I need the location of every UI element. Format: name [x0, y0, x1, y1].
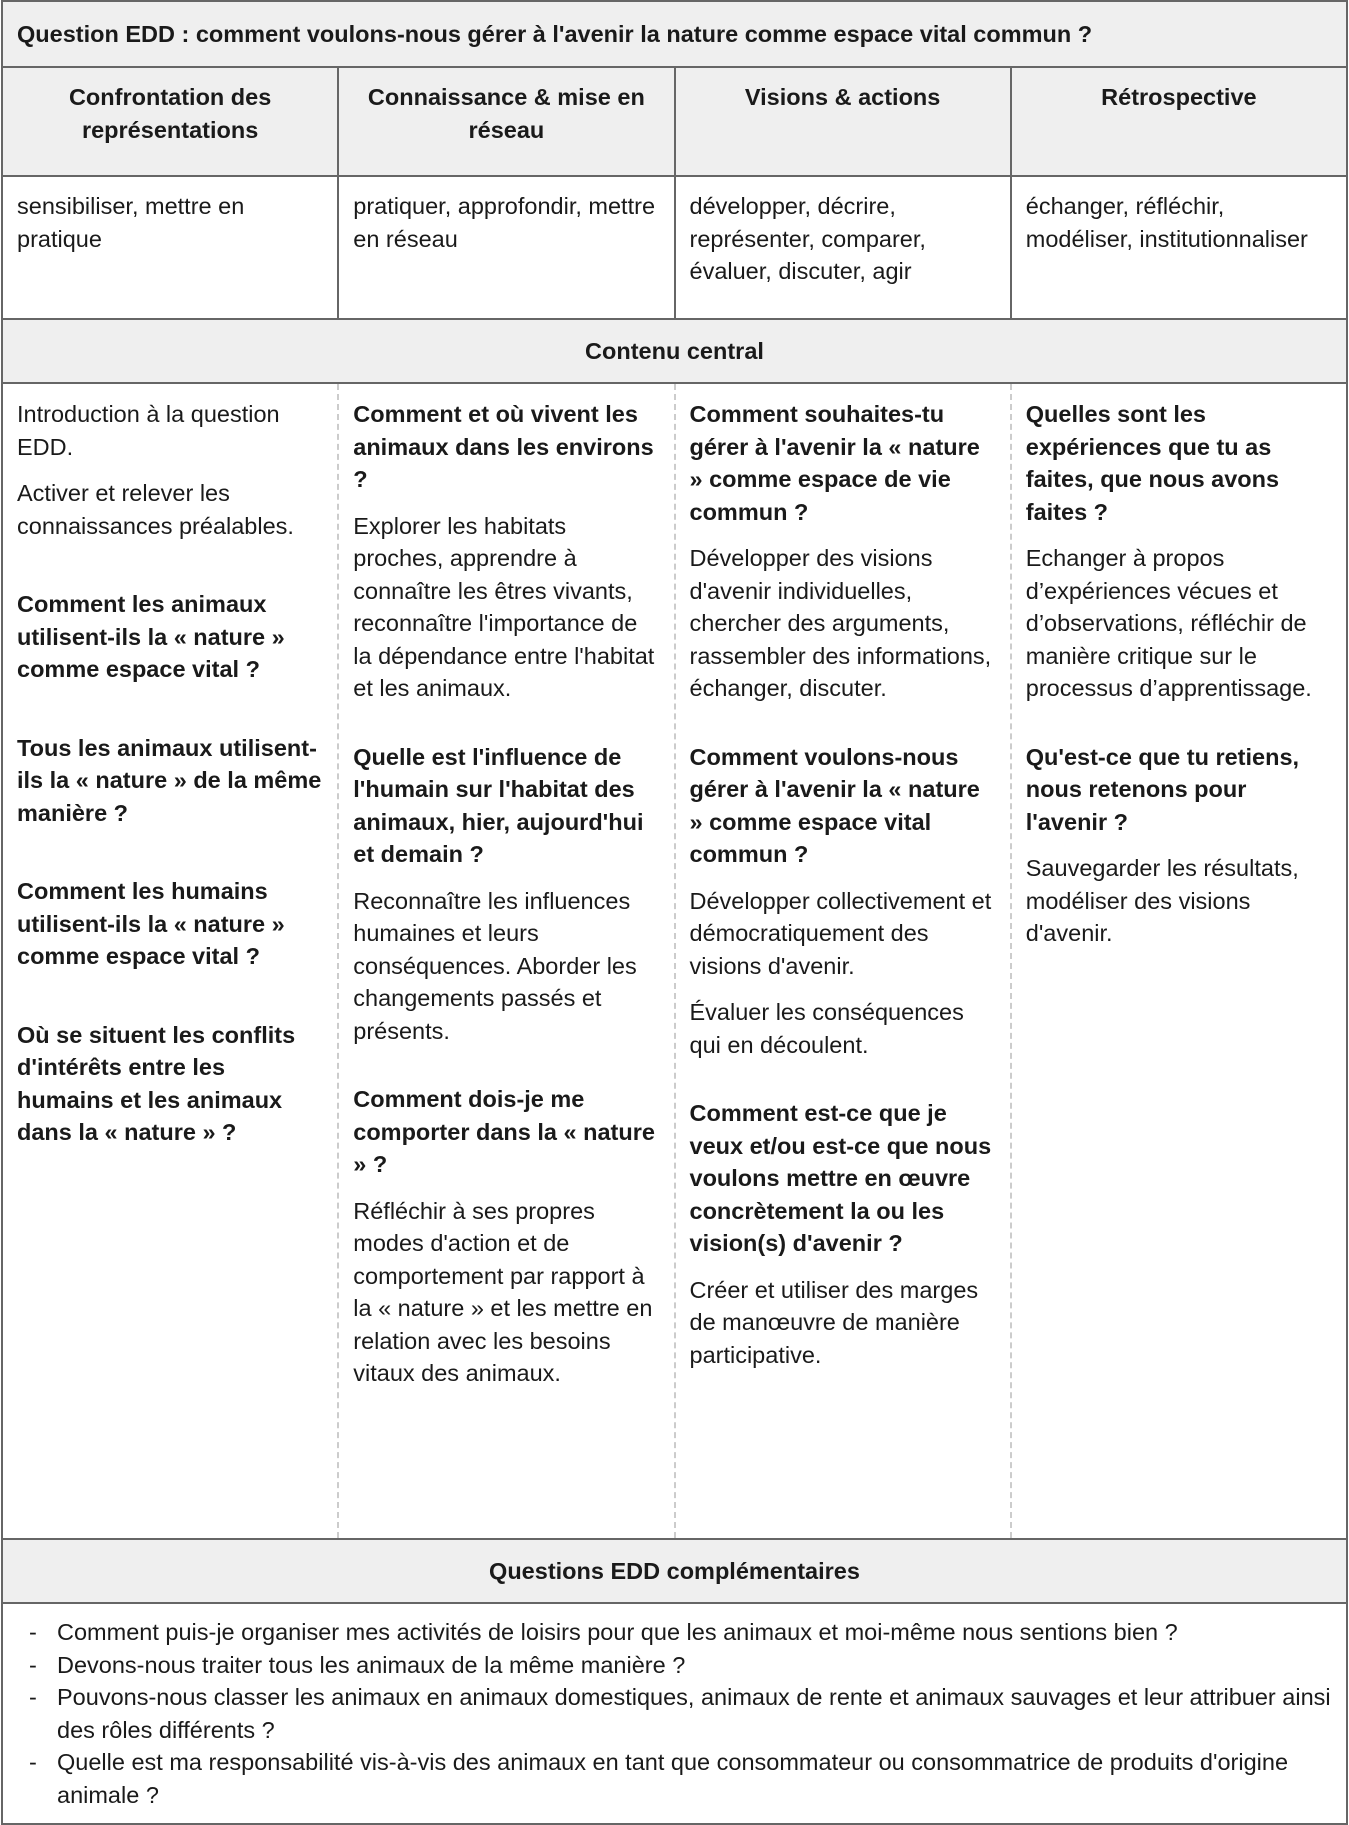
column-2-question-1: Comment et où vivent les animaux dans les environs ?	[353, 401, 654, 492]
table-title: Question EDD : comment voulons-nous gérer à l'avenir la nature comme espace vital commun ?	[2, 1, 1347, 67]
phase-verbs-4: échanger, réfléchir, modéliser, institutionnaliser	[1011, 176, 1347, 319]
complementary-cell	[2, 1603, 1347, 1824]
column-3-text-1: Développer des visions d'avenir individuelles, chercher des arguments, rassembler des informations, échanger, discuter.	[689, 545, 992, 701]
column-1-question-4: Où se situent les conflits d'intérêts entre les humains et les animaux dans la « nature » ?	[17, 1021, 296, 1145]
phase-header-2: Connaissance & mise en réseau	[338, 67, 674, 176]
list-item-text: Pouvons-nous classer les animaux en animaux domestiques, animaux de rente et animaux sauvages et leur attribuer ainsi des rôles différents ?	[57, 1684, 1331, 1743]
column-3-question-3: Comment est-ce que je veux et/ou est-ce que nous voulons mettre en œuvre concrètement la ou les vision(s) d'avenir ?	[689, 1100, 992, 1256]
column-4-text-2: Sauvegarder les résultats, modéliser des visions d'avenir.	[1025, 855, 1299, 946]
list-item	[17, 1649, 1332, 1682]
bullet-dash: -	[29, 1651, 37, 1678]
column-4-text-1: Echanger à propos d’expériences vécues et d’observations, réfléchir de manière critique sur le processus d’apprentissage.	[1025, 545, 1312, 701]
column-3-text-3: Créer et utiliser des marges de manœuvre de manière participative.	[689, 1276, 979, 1368]
complementary-row	[2, 1603, 1347, 1824]
central-content-header: Contenu central	[2, 319, 1347, 383]
phase-header-3: Visions & actions	[675, 67, 1011, 176]
list-item-text: Comment puis-je organiser mes activités de loisirs pour que les animaux et moi-même nous sentions bien ?	[57, 1619, 1178, 1645]
central-content-row	[2, 383, 1347, 1539]
phase-verbs-3: développer, décrire, représenter, comparer, évaluer, discuter, agir	[675, 176, 1011, 319]
column-1-intro: Introduction à la question EDD.	[17, 401, 280, 460]
content-column-1	[2, 383, 338, 1539]
complementary-list	[17, 1604, 1332, 1823]
column-3-text-2b: Évaluer les conséquences qui en découlent.	[689, 999, 964, 1058]
column-4-question-1: Quelles sont les expériences que tu as faites, que nous avons faites ?	[1025, 401, 1280, 525]
column-2-question-2: Quelle est l'influence de l'humain sur l'habitat des animaux, hier, aujourd'hui et demain ?	[353, 743, 644, 867]
column-1-question-3: Comment les humains utilisent-ils la « nature » comme espace vital ?	[17, 878, 285, 969]
list-item	[17, 1746, 1332, 1811]
list-item	[17, 1616, 1332, 1649]
column-1-question-2: Tous les animaux utilisent-ils la « nature » de la même manière ?	[17, 734, 322, 826]
column-1-intro-activity: Activer et relever les connaissances préalables.	[17, 480, 294, 539]
column-3-question-1: Comment souhaites-tu gérer à l'avenir la « nature » comme espace de vie commun ?	[689, 401, 980, 525]
list-item	[17, 1681, 1332, 1746]
column-2-text-1: Explorer les habitats proches, apprendre à connaître les êtres vivants, reconnaître l'importance de la dépendance entre l'habitat et les animaux.	[353, 512, 655, 701]
column-2-text-2: Reconnaître les influences humaines et leurs conséquences. Aborder les changements passés et présents.	[353, 887, 637, 1044]
column-2-question-3: Comment dois-je me comporter dans la « nature » ?	[353, 1086, 655, 1177]
title-row	[2, 1, 1347, 67]
central-content-header-row	[2, 319, 1347, 383]
content-column-4	[1011, 383, 1347, 1539]
phase-header-row	[2, 67, 1347, 176]
phase-header-1: Confrontation des représentations	[2, 67, 338, 176]
list-item-text: Quelle est ma responsabilité vis-à-vis des animaux en tant que consommateur ou consommatrice de produits d'origine animale ?	[57, 1749, 1289, 1808]
bullet-dash: -	[29, 1619, 37, 1645]
content-column-2	[338, 383, 674, 1539]
column-3-text-2a: Développer collectivement et démocratiquement des visions d'avenir.	[689, 887, 992, 979]
column-2-text-3: Réfléchir à ses propres modes d'action et de comportement par rapport à la « nature » et les mettre en relation avec les besoins vitaux des animaux.	[353, 1197, 653, 1386]
complementary-header: Questions EDD complémentaires	[2, 1539, 1347, 1603]
bullet-dash: -	[29, 1749, 37, 1775]
phase-verbs-2: pratiquer, approfondir, mettre en réseau	[338, 176, 674, 319]
column-3-question-2: Comment voulons-nous gérer à l'avenir la « nature » comme espace vital commun ?	[689, 743, 980, 867]
complementary-header-row	[2, 1539, 1347, 1603]
list-item-text: Devons-nous traiter tous les animaux de la même manière ?	[57, 1651, 686, 1678]
column-4-question-2: Qu'est-ce que tu retiens, nous retenons pour l'avenir ?	[1025, 743, 1300, 835]
column-1-question-1: Comment les animaux utilisent-ils la « nature » comme espace vital ?	[17, 591, 285, 682]
phase-header-4: Rétrospective	[1011, 67, 1347, 176]
phase-verbs-1: sensibiliser, mettre en pratique	[2, 176, 338, 319]
content-column-3	[675, 383, 1011, 1539]
edd-planning-table	[1, 0, 1348, 1825]
phase-verbs-row	[2, 176, 1347, 319]
bullet-dash: -	[29, 1684, 37, 1710]
